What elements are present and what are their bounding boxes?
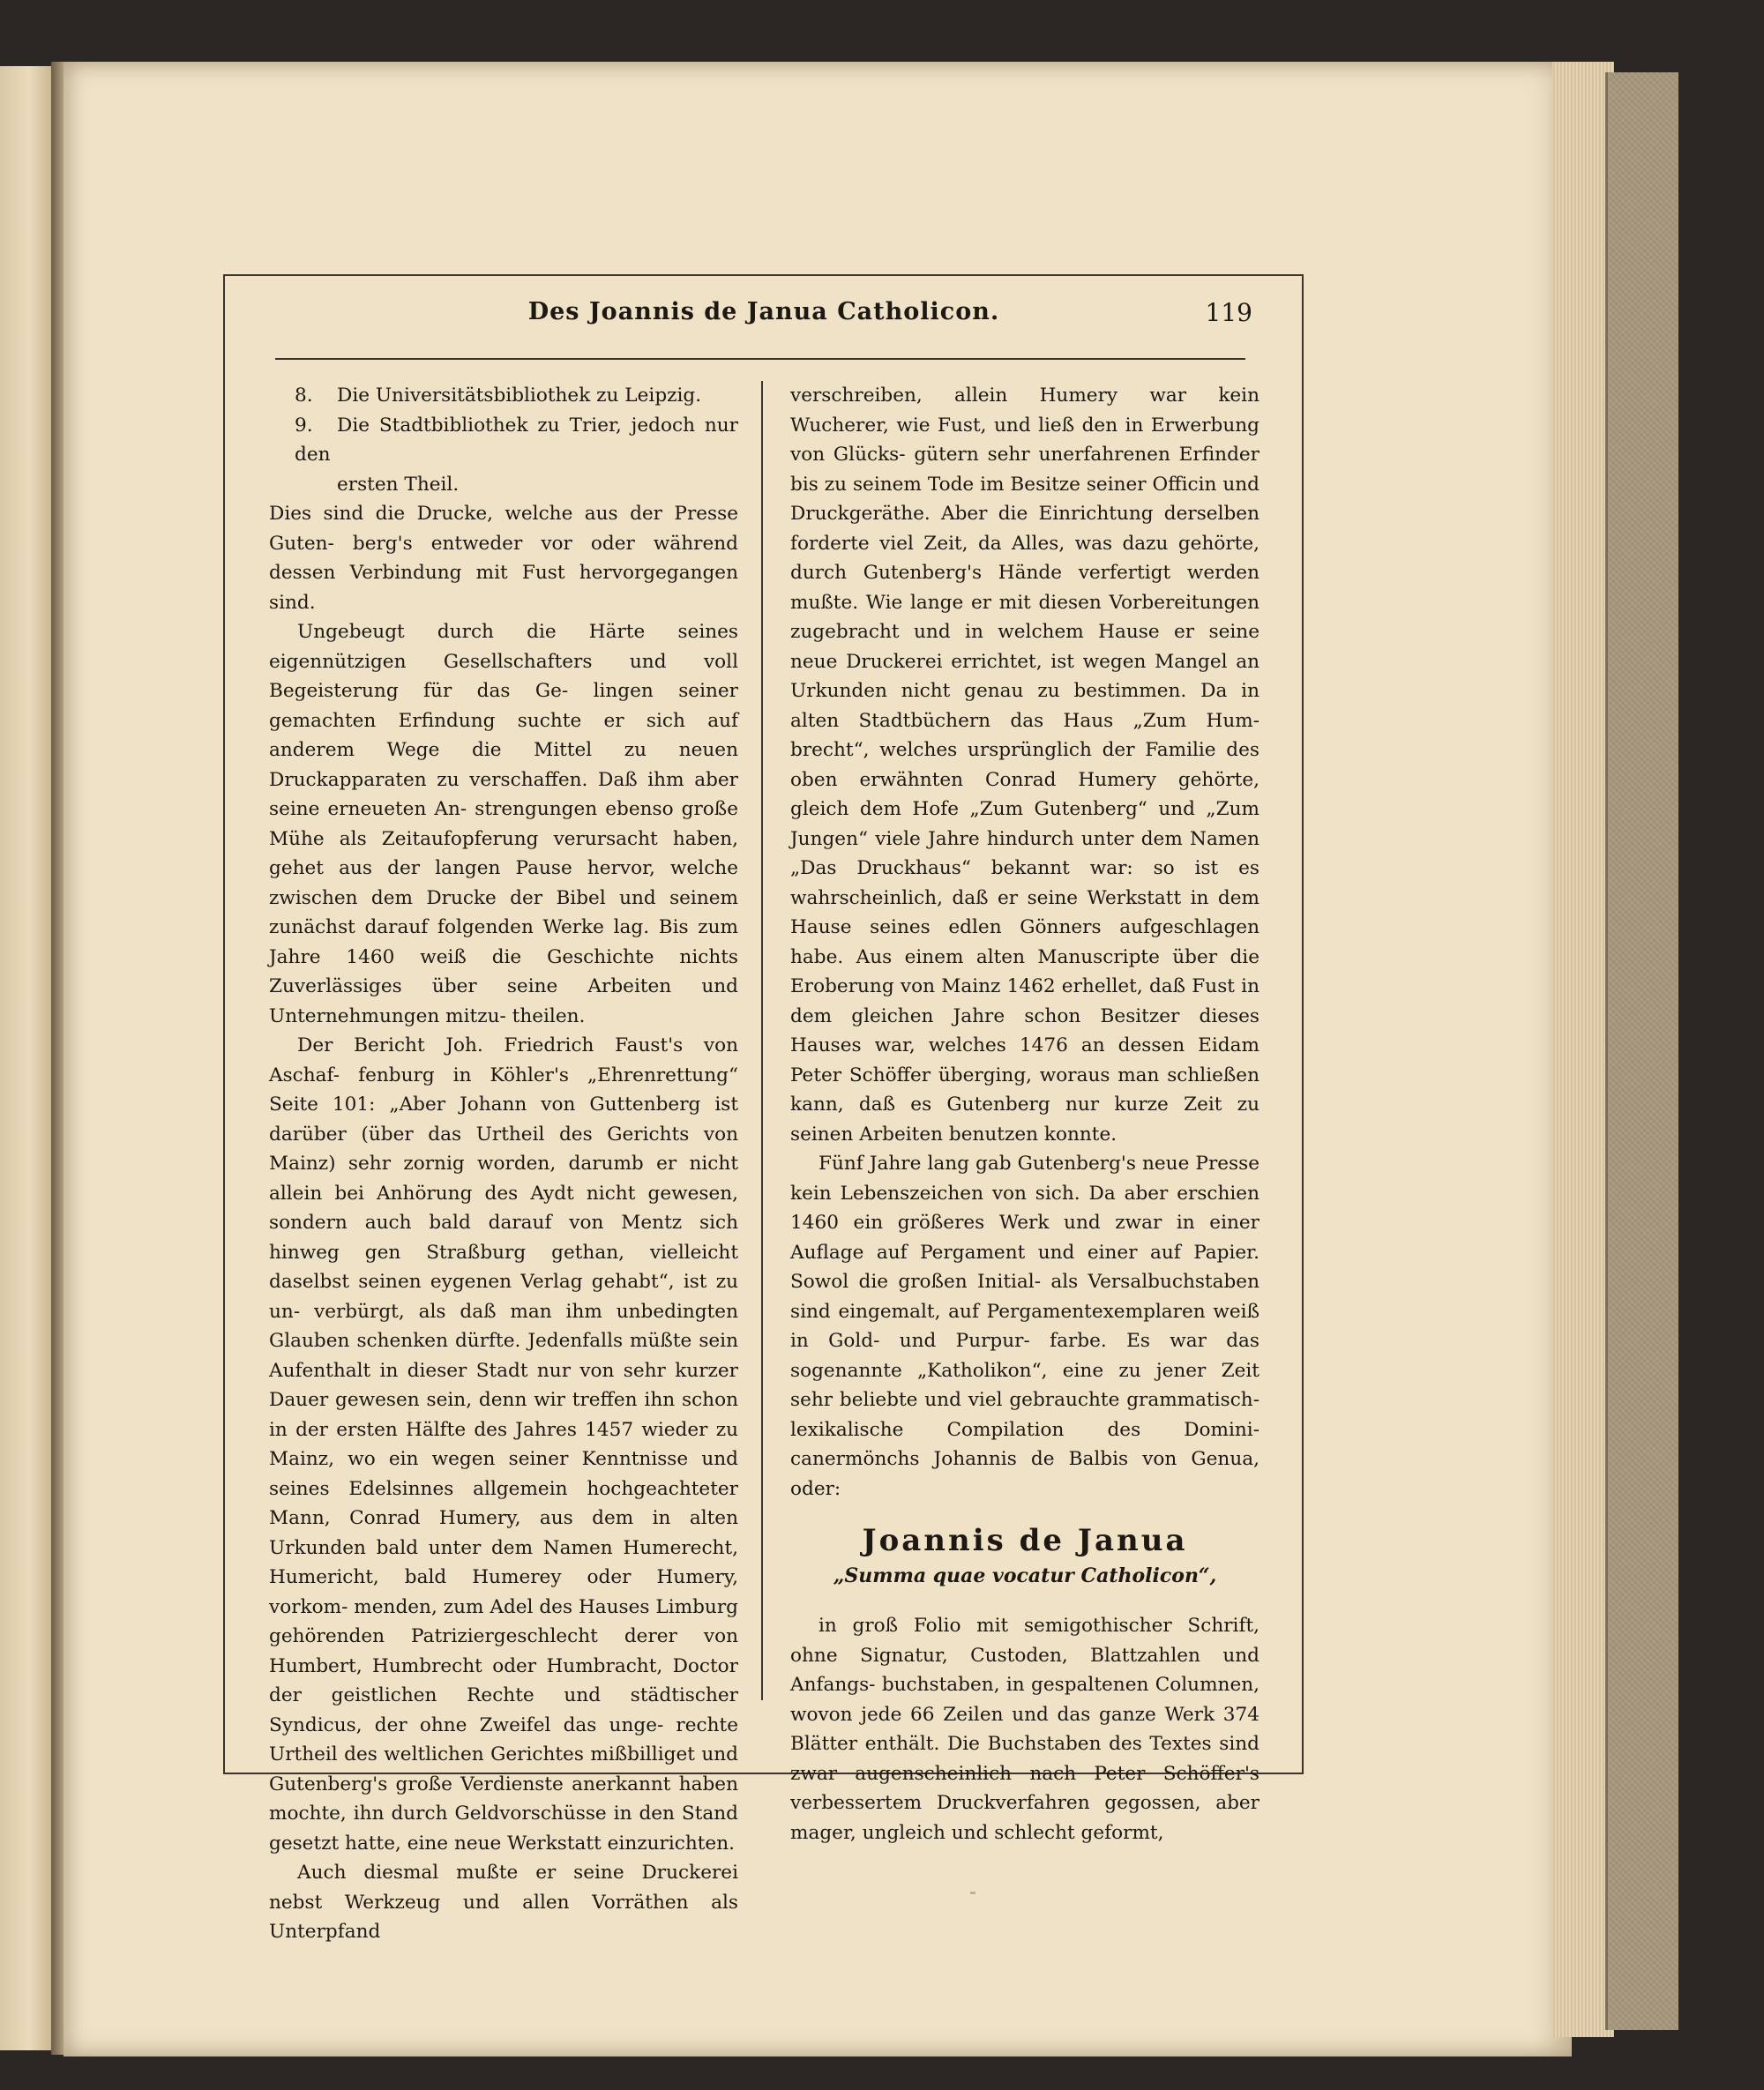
list-item-number: 8. [295,384,313,407]
list-item-text: Die Stadtbibliothek zu Trier, jedoch nur den [295,414,738,466]
list-item [269,381,738,411]
heading-main: Joannis de Janua [862,1523,1188,1558]
running-title: Des Joannis de Janua Catholicon. [527,298,1000,325]
heading-subtitle: „Summa quae vocatur Catholicon“, [833,1564,1217,1587]
paper-speck [970,1892,975,1894]
paragraph: Der Bericht Joh. Friedrich Faust's von Aschaf- fenburg in Köhler's „Ehrenrettung“ Seite 101: „Aber Johann von Guttenberg ist darüber (über das Urtheil des Gerichts von Mainz) sehr zornig worden, darumb er nicht allein bei Anhörung des Aydt nicht gewesen, sondern auch bald darauf von Mentz sich hinweg gen Straßburg gethan, vielleicht daselbst seinen eygenen Verlag gehabt“, ist zu un- verbürgt, als daß man ihm unbedingten Glauben schenken dürfte. Jedenfalls müßte sein Aufenthalt in dieser Stadt nur von sehr kurzer Dauer gewesen sein, denn wir treffen ihn schon in der ersten Hälfte des Jahres 1457 wieder zu Mainz, wo ein wegen seiner Kenntnisse und seines Edelsinnes allgemein hochgeachteter Mann, Conrad Humery, aus dem in alten Urkunden bald unter dem Namen Humerecht, Humericht, bald Humerey oder Humery, vorkom- menden, zum Adel des Hauses Limburg gehörenden Patriziergeschlecht derer von Humbert, Humbrecht oder Humbracht, Doctor der geistlichen Rechte und städtischer Syndicus, der ohne Zweifel das unge- rechte Urtheil des weltlichen Gerichtes mißbilliget und Gutenberg's große Verdienste anerkannt haben mochte, ihn durch Geldvorschüsse in den Stand gesetzt hatte, eine neue Werkstatt einzurichten. [269,1034,738,1855]
list-item-continuation: ersten Theil. [337,473,460,496]
page-header [275,298,1252,342]
paragraph: Auch diesmal mußte er seine Druckerei nebst Werkzeug und allen Vorräthen als Unterpfand [269,1862,738,1943]
left-page-edge [0,66,55,2050]
list-item-number: 9. [295,414,313,437]
paragraph: Ungebeugt durch die Härte seines eigennützigen Gesellschafters und voll Begeisterung für das Ge- lingen seiner gemachten Erfindung suchte er sich auf anderem Wege die Mittel zu neuen Druckapparaten zu verschaffen. Daß ihm aber seine erneueten An- strengungen ebenso große Mühe als Zeitaufopferung verursacht haben, gehet aus der langen Pause hervor, welche zwischen dem Drucke der Bibel und seinem zunächst darauf folgenden Werke lag. Bis zum Jahre 1460 weiß die Geschichte nichts Zuverlässiges über seine Arbeiten und Unternehmungen mitzu- theilen. [269,621,738,1027]
paragraph: Dies sind die Drucke, welche aus der Presse Guten- berg's entweder vor oder während dessen Verbindung mit Fust hervorgegangen sind. [269,503,738,614]
book-title-heading [790,1521,1259,1592]
right-column [790,381,1259,1847]
list-item [269,411,738,470]
list-item-text: Die Universitätsbibliothek zu Leipzig. [337,384,702,407]
book-cover [1605,72,1678,2030]
header-rule [275,358,1245,360]
paragraph: verschreiben, allein Humery war kein Wucherer, wie Fust, und ließ den in Erwerbung von Glücks- gütern sehr unerfahrenen Erfinder bis zu seinem Tode im Besitze seiner Officin und Druckgeräthe. Aber die Einrichtung derselben forderte viel Zeit, da Alles, was dazu gehörte, durch Gutenberg's Hände verfertigt werden mußte. Wie lange er mit diesen Vorbereitungen zugebracht und in welchem Hause er seine neue Druckerei errichtet, ist wegen Mangel an Urkunden nicht genau zu bestimmen. Da in alten Stadtbüchern das Haus „Zum Hum- brecht“, welches ursprünglich der Familie des oben erwähnten Conrad Humery gehörte, gleich dem Hofe „Zum Gutenberg“ und „Zum Jungen“ viele Jahre hindurch unter dem Namen „Das Druckhaus“ bekannt war: so ist es wahrscheinlich, daß er seine Werkstatt in dem Hause seines edlen Gönners aufgeschlagen habe. Aus einem alten Manuscripte über die Eroberung von Mainz 1462 erhellet, daß Fust in dem gleichen Jahre schon Besitzer dieses Hauses war, welches 1476 an dessen Eidam Peter Schöffer überging, woraus man schließen kann, daß es Gutenberg nur kurze Zeit zu seinen Arbeiten benutzen konnte. [790,384,1259,1146]
paragraph: in groß Folio mit semigothischer Schrift, ohne Signatur, Custoden, Blattzahlen und Anfangs- buchstaben, in gespaltenen Columnen, wovon jede 66 Zeilen und das ganze Werk 374 Blätter enthält. Die Buchstaben des Textes sind zwar augenscheinlich nach Peter Schöffer's verbessertem Druckverfahren gegossen, aber mager, ungleich und schlecht geformt, [790,1615,1259,1844]
paragraph: Fünf Jahre lang gab Gutenberg's neue Presse kein Lebenszeichen von sich. Da aber erschien 1460 ein größeres Werk und zwar in einer Auflage auf Pergament und einer auf Papier. Sowol die großen Initial- als Versalbuchstaben sind eingemalt, auf Pergamentexemplaren weiß in Gold- und Purpur- farbe. Es war das sogenannte „Katholikon“, eine zu jener Zeit sehr beliebte und viel gebrauchte grammatisch-lexikalische Compilation des Domini- canermönchs Johannis de Balbis von Genua, oder: [790,1153,1259,1500]
page-number: 119 [1205,298,1252,327]
column-divider [761,381,763,1700]
left-column [269,381,738,1947]
